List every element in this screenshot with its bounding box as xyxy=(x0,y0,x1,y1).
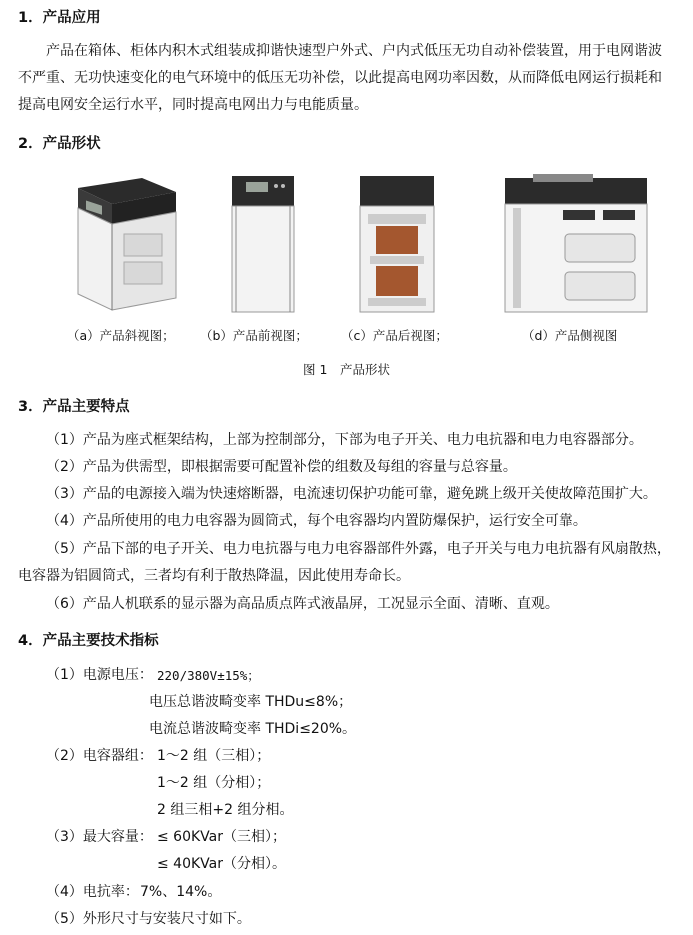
section1-heading: 1．产品应用 xyxy=(18,10,101,26)
spec-2-value: 1～2 组（三相）； xyxy=(157,748,271,764)
product-front-view-image xyxy=(228,174,298,314)
caption-c: （c）产品后视图； xyxy=(341,328,448,343)
spec-2-line3: 2 组三相+2 组分相。 xyxy=(157,802,294,818)
feature-item-6: （6）产品人机联系的显示器为高品质点阵式液晶屏，工况显示全面、清晰、直观。 xyxy=(46,596,559,612)
spec-1-value: 220/380V±15%； xyxy=(157,668,260,683)
spec-1-label: （1）电源电压： xyxy=(46,667,153,683)
spec-4-value: 7%、14%。 xyxy=(140,884,222,900)
caption-d: （d）产品侧视图 xyxy=(522,328,618,343)
spec-5: （5）外形尺寸与安装尺寸如下。 xyxy=(46,911,251,927)
spec-4-label: （4）电抗率： xyxy=(46,884,139,900)
spec-3-line2: ≤ 40KVar（分相）。 xyxy=(157,856,287,872)
feature-item-4: （4）产品所使用的电力电容器为圆筒式，每个电容器均内置防爆保护，运行安全可靠。 xyxy=(46,513,587,529)
section3-heading: 3．产品主要特点 xyxy=(18,399,130,415)
product-side-view-image xyxy=(503,174,649,314)
feature-item-3: （3）产品的电源接入端为快速熔断器，电流速切保护功能可靠，避免跳上级开关使故障范围扩大。 xyxy=(46,486,657,502)
product-oblique-view-image xyxy=(72,174,178,314)
caption-b: （b）产品前视图； xyxy=(200,328,308,343)
section2-heading: 2．产品形状 xyxy=(18,136,101,152)
spec-1-line3: 电流总谐波畸变率 THDi≤20%。 xyxy=(149,721,357,737)
spec-1-line2: 电压总谐波畸变率 THDu≤8%； xyxy=(149,694,353,710)
section1-para-line2: 不严重、无功快速变化的电气环境中的低压无功补偿，以此提高电网功率因数，从而降低电网运行损耗和 xyxy=(18,70,662,86)
spec-3-label: （3）最大容量： xyxy=(46,829,153,845)
feature-item-1: （1）产品为座式框架结构，上部为控制部分，下部为电子开关、电力电抗器和电力电容器部分。 xyxy=(46,432,643,448)
spec-2-line2: 1～2 组（分相）； xyxy=(157,775,271,791)
spec-3-value: ≤ 60KVar（三相）； xyxy=(157,829,287,845)
feature-item-5-cont: 电容器为铝圆筒式，三者均有利于散热降温，因此使用寿命长。 xyxy=(18,568,410,584)
caption-a: （a）产品斜视图； xyxy=(67,328,175,343)
feature-item-5: （5）产品下部的电子开关、电力电抗器与电力电容器部件外露，电子开关与电力电抗器有风扇散热， xyxy=(46,541,671,557)
section4-heading: 4．产品主要技术指标 xyxy=(18,633,159,649)
section1-para-line1: 产品在箱体、柜体内积木式组装成抑谐快速型户外式、户内式低压无功自动补偿装置，用于电网谐波 xyxy=(46,43,662,59)
product-rear-view-image xyxy=(358,174,436,314)
feature-item-2: （2）产品为供需型，即根据需要可配置补偿的组数及每组的容量与总容量。 xyxy=(46,459,517,475)
spec-2-label: （2）电容器组： xyxy=(46,748,153,764)
figure-caption: 图 1 产品形状 xyxy=(303,362,390,377)
section1-para-line3: 提高电网安全运行水平，同时提高电网出力与电能质量。 xyxy=(18,97,368,113)
